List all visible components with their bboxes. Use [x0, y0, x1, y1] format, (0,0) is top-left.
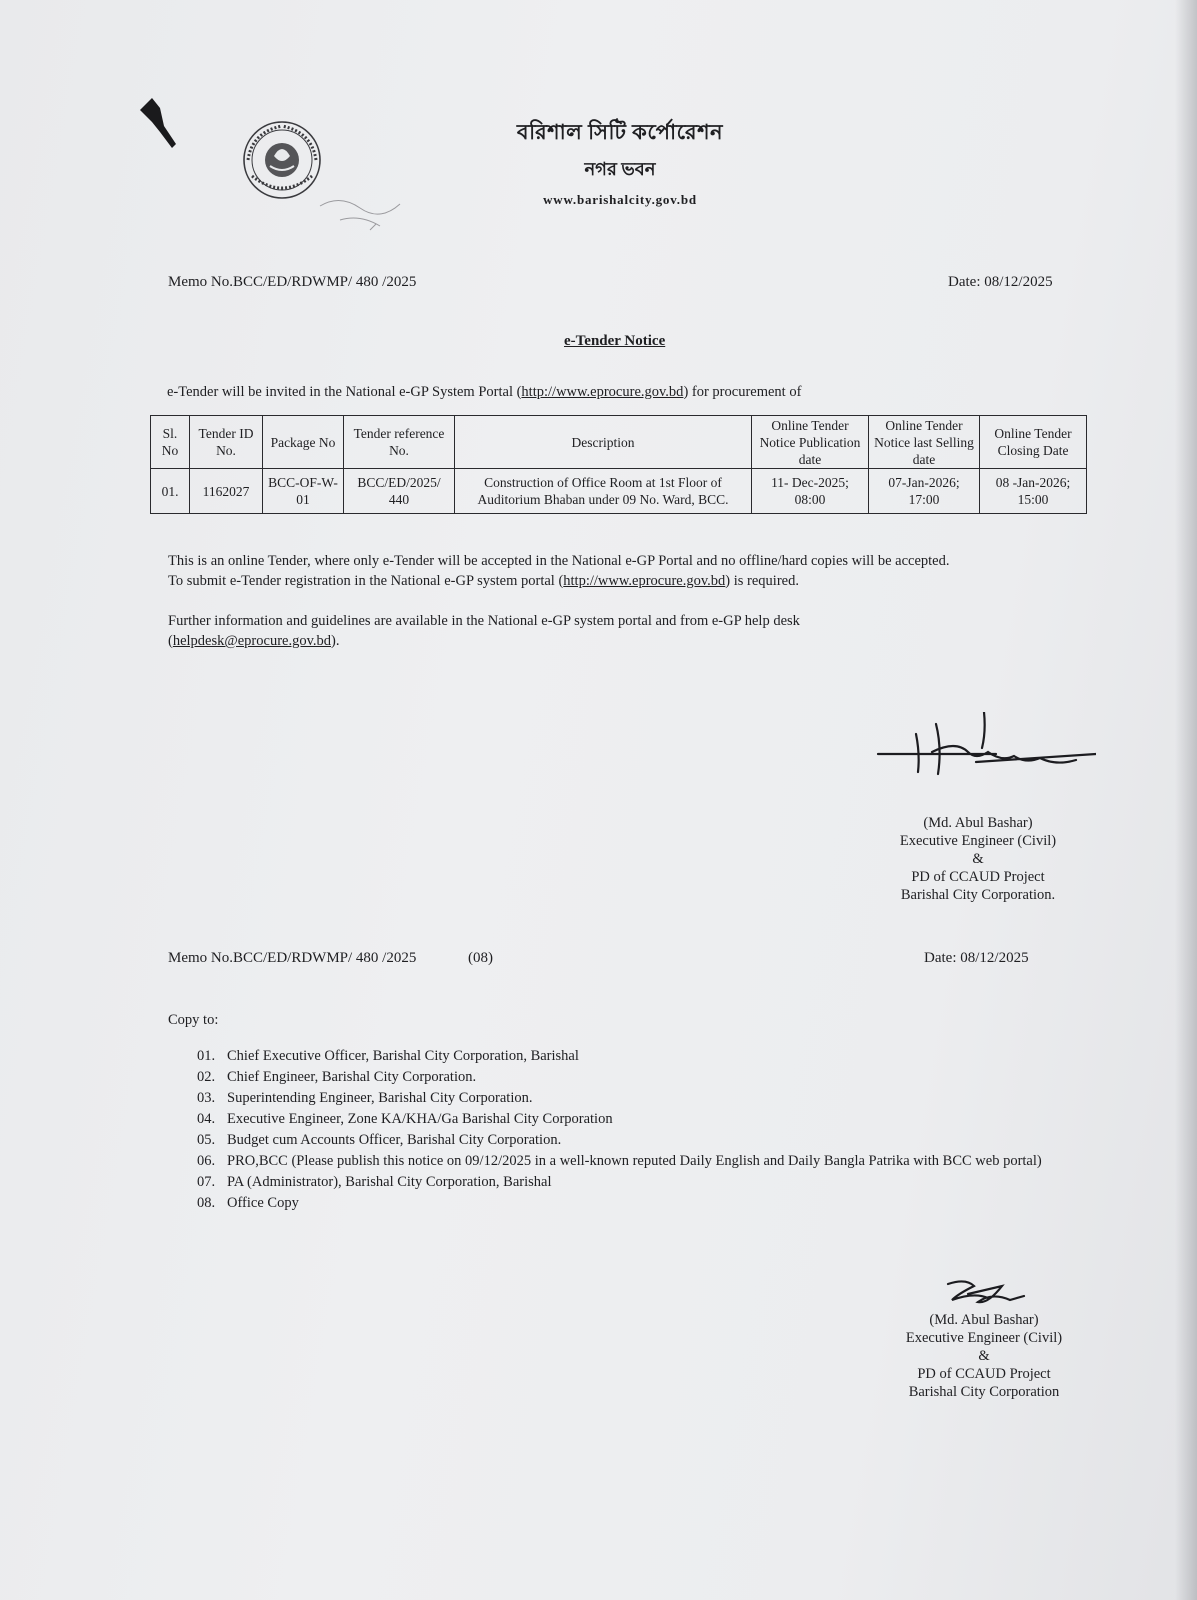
list-item-number: 07.	[197, 1174, 216, 1190]
list-item-number: 01.	[197, 1048, 216, 1064]
signatory-ampersand: &	[972, 851, 984, 867]
list-item-text: Executive Engineer, Zone KA/KHA/Ga Barishal City Corporation	[227, 1111, 613, 1127]
list-item-text: Superintending Engineer, Barishal City Corporation.	[227, 1090, 533, 1106]
registration-text-end: ) is required.	[725, 573, 799, 589]
eprocure-portal-link[interactable]: http://www.eprocure.gov.bd	[563, 573, 726, 589]
list-item	[197, 1193, 1067, 1214]
cell-tender-reference: BCC/ED/2025/ 440	[344, 469, 455, 514]
signatory-title: Executive Engineer (Civil)	[899, 833, 1057, 849]
header-package-no: Package No	[263, 416, 344, 469]
table-header-row	[151, 416, 1087, 469]
memo-copy-count: (08)	[468, 950, 493, 966]
cell-selling-date: 07-Jan-2026; 17:00	[869, 469, 980, 514]
cell-tender-id: 1162027	[190, 469, 263, 514]
organization-name-bangla: বরিশাল সিটি কর্পোরেশন	[516, 120, 724, 144]
signatory-block-1	[866, 814, 1090, 904]
signatory-title: Executive Engineer (Civil)	[905, 1330, 1063, 1346]
list-item-number: 06.	[197, 1153, 216, 1169]
tender-table	[150, 415, 1087, 514]
notice-title: e-Tender Notice	[564, 333, 666, 349]
helpdesk-line1: Further information and guidelines are available in the National e-GP system portal and from e-GP help desk	[168, 613, 800, 629]
registration-text: To submit e-Tender registration in the National e-GP system portal (	[168, 573, 564, 589]
signatory-ampersand: &	[978, 1348, 990, 1364]
cell-publication-date: 11- Dec-2025; 08:00	[752, 469, 869, 514]
helpdesk-line2	[168, 631, 1068, 651]
online-tender-line1: This is an online Tender, where only e-Tender will be accepted in the National e-GP Portal and no offline/hard copies will be accepted.	[168, 553, 950, 569]
signatory-name: (Md. Abul Bashar)	[929, 1312, 1039, 1328]
online-tender-paragraph	[168, 551, 1088, 591]
cell-package-no: BCC-OF-W-01	[263, 469, 344, 514]
building-name-bangla: নগর ভবন	[584, 159, 656, 179]
helpdesk-close: ).	[331, 633, 340, 649]
copy-to-label: Copy to:	[168, 1012, 219, 1028]
table-row	[151, 469, 1087, 514]
header-publication-date: Online Tender Notice Publication date	[752, 416, 869, 469]
header-tender-id: Tender ID No.	[190, 416, 263, 469]
list-item-text: PA (Administrator), Barishal City Corporation, Barishal	[227, 1174, 552, 1190]
list-item-number: 08.	[197, 1195, 216, 1211]
header-selling-date: Online Tender Notice last Selling date	[869, 416, 980, 469]
list-item	[197, 1067, 1067, 1088]
signatory-project: PD of CCAUD Project	[917, 1366, 1051, 1382]
helpdesk-email-link[interactable]: helpdesk@eprocure.gov.bd	[172, 633, 332, 649]
copy-to-list	[197, 1046, 1067, 1214]
list-item	[197, 1130, 1067, 1151]
list-item-text: Budget cum Accounts Officer, Barishal City Corporation.	[227, 1132, 562, 1148]
ink-stain-mark	[138, 96, 188, 156]
memo-number-top: Memo No.BCC/ED/RDWMP/ 480 /2025	[168, 274, 417, 290]
list-item-number: 02.	[197, 1069, 216, 1085]
organization-website: www.barishalcity.gov.bd	[543, 192, 697, 207]
list-item	[197, 1172, 1067, 1193]
list-item-text: Office Copy	[227, 1195, 299, 1211]
helpdesk-paragraph	[168, 611, 1068, 651]
cell-closing-date: 08 -Jan-2026; 15:00	[980, 469, 1087, 514]
list-item-number: 04.	[197, 1111, 216, 1127]
header-closing-date: Online Tender Closing Date	[980, 416, 1087, 469]
list-item-number: 03.	[197, 1090, 216, 1106]
signatory-organization: Barishal City Corporation	[908, 1384, 1060, 1400]
list-item	[197, 1151, 1067, 1172]
signatory-block-2	[872, 1311, 1096, 1401]
list-item	[197, 1109, 1067, 1130]
header-description: Description	[455, 416, 752, 469]
signature-image-1	[876, 712, 1096, 792]
cell-sl-no: 01.	[151, 469, 190, 514]
memo-number-bottom: Memo No.BCC/ED/RDWMP/ 480 /2025	[168, 950, 417, 966]
intro-text: e-Tender will be invited in the National e-GP System Portal (	[167, 384, 522, 400]
cell-description: Construction of Office Room at 1st Floor of Auditorium Bhaban under 09 No. Ward, BCC.	[455, 469, 752, 514]
eprocure-link[interactable]: http://www.eprocure.gov.bd	[521, 384, 684, 400]
memo-date-top: Date: 08/12/2025	[948, 274, 1053, 290]
header-sl-no: Sl. No	[151, 416, 190, 469]
online-tender-line2	[168, 571, 1088, 591]
signatory-name: (Md. Abul Bashar)	[923, 815, 1033, 831]
memo-date-bottom: Date: 08/12/2025	[924, 950, 1029, 966]
list-item-text: Chief Executive Officer, Barishal City Corporation, Barishal	[227, 1048, 579, 1064]
intro-text-end: ) for procurement of	[683, 384, 802, 400]
letterhead	[460, 116, 780, 208]
signatory-project: PD of CCAUD Project	[911, 869, 1045, 885]
list-item	[197, 1088, 1067, 1109]
list-item-text: PRO,BCC (Please publish this notice on 09/12/2025 in a well-known reputed Daily English and Daily Bangla Patrika with BCC web portal)	[227, 1153, 1042, 1169]
signatory-organization: Barishal City Corporation.	[900, 887, 1056, 903]
list-item	[197, 1046, 1067, 1067]
page-edge-shadow	[1175, 0, 1197, 1600]
list-item-text: Chief Engineer, Barishal City Corporation.	[227, 1069, 477, 1085]
list-item-number: 05.	[197, 1132, 216, 1148]
signature-image-2	[944, 1274, 1034, 1308]
faint-handwritten-mark	[310, 186, 420, 236]
intro-paragraph	[167, 382, 801, 402]
header-tender-reference: Tender reference No.	[344, 416, 455, 469]
helpdesk-open-paren: (	[168, 633, 173, 649]
